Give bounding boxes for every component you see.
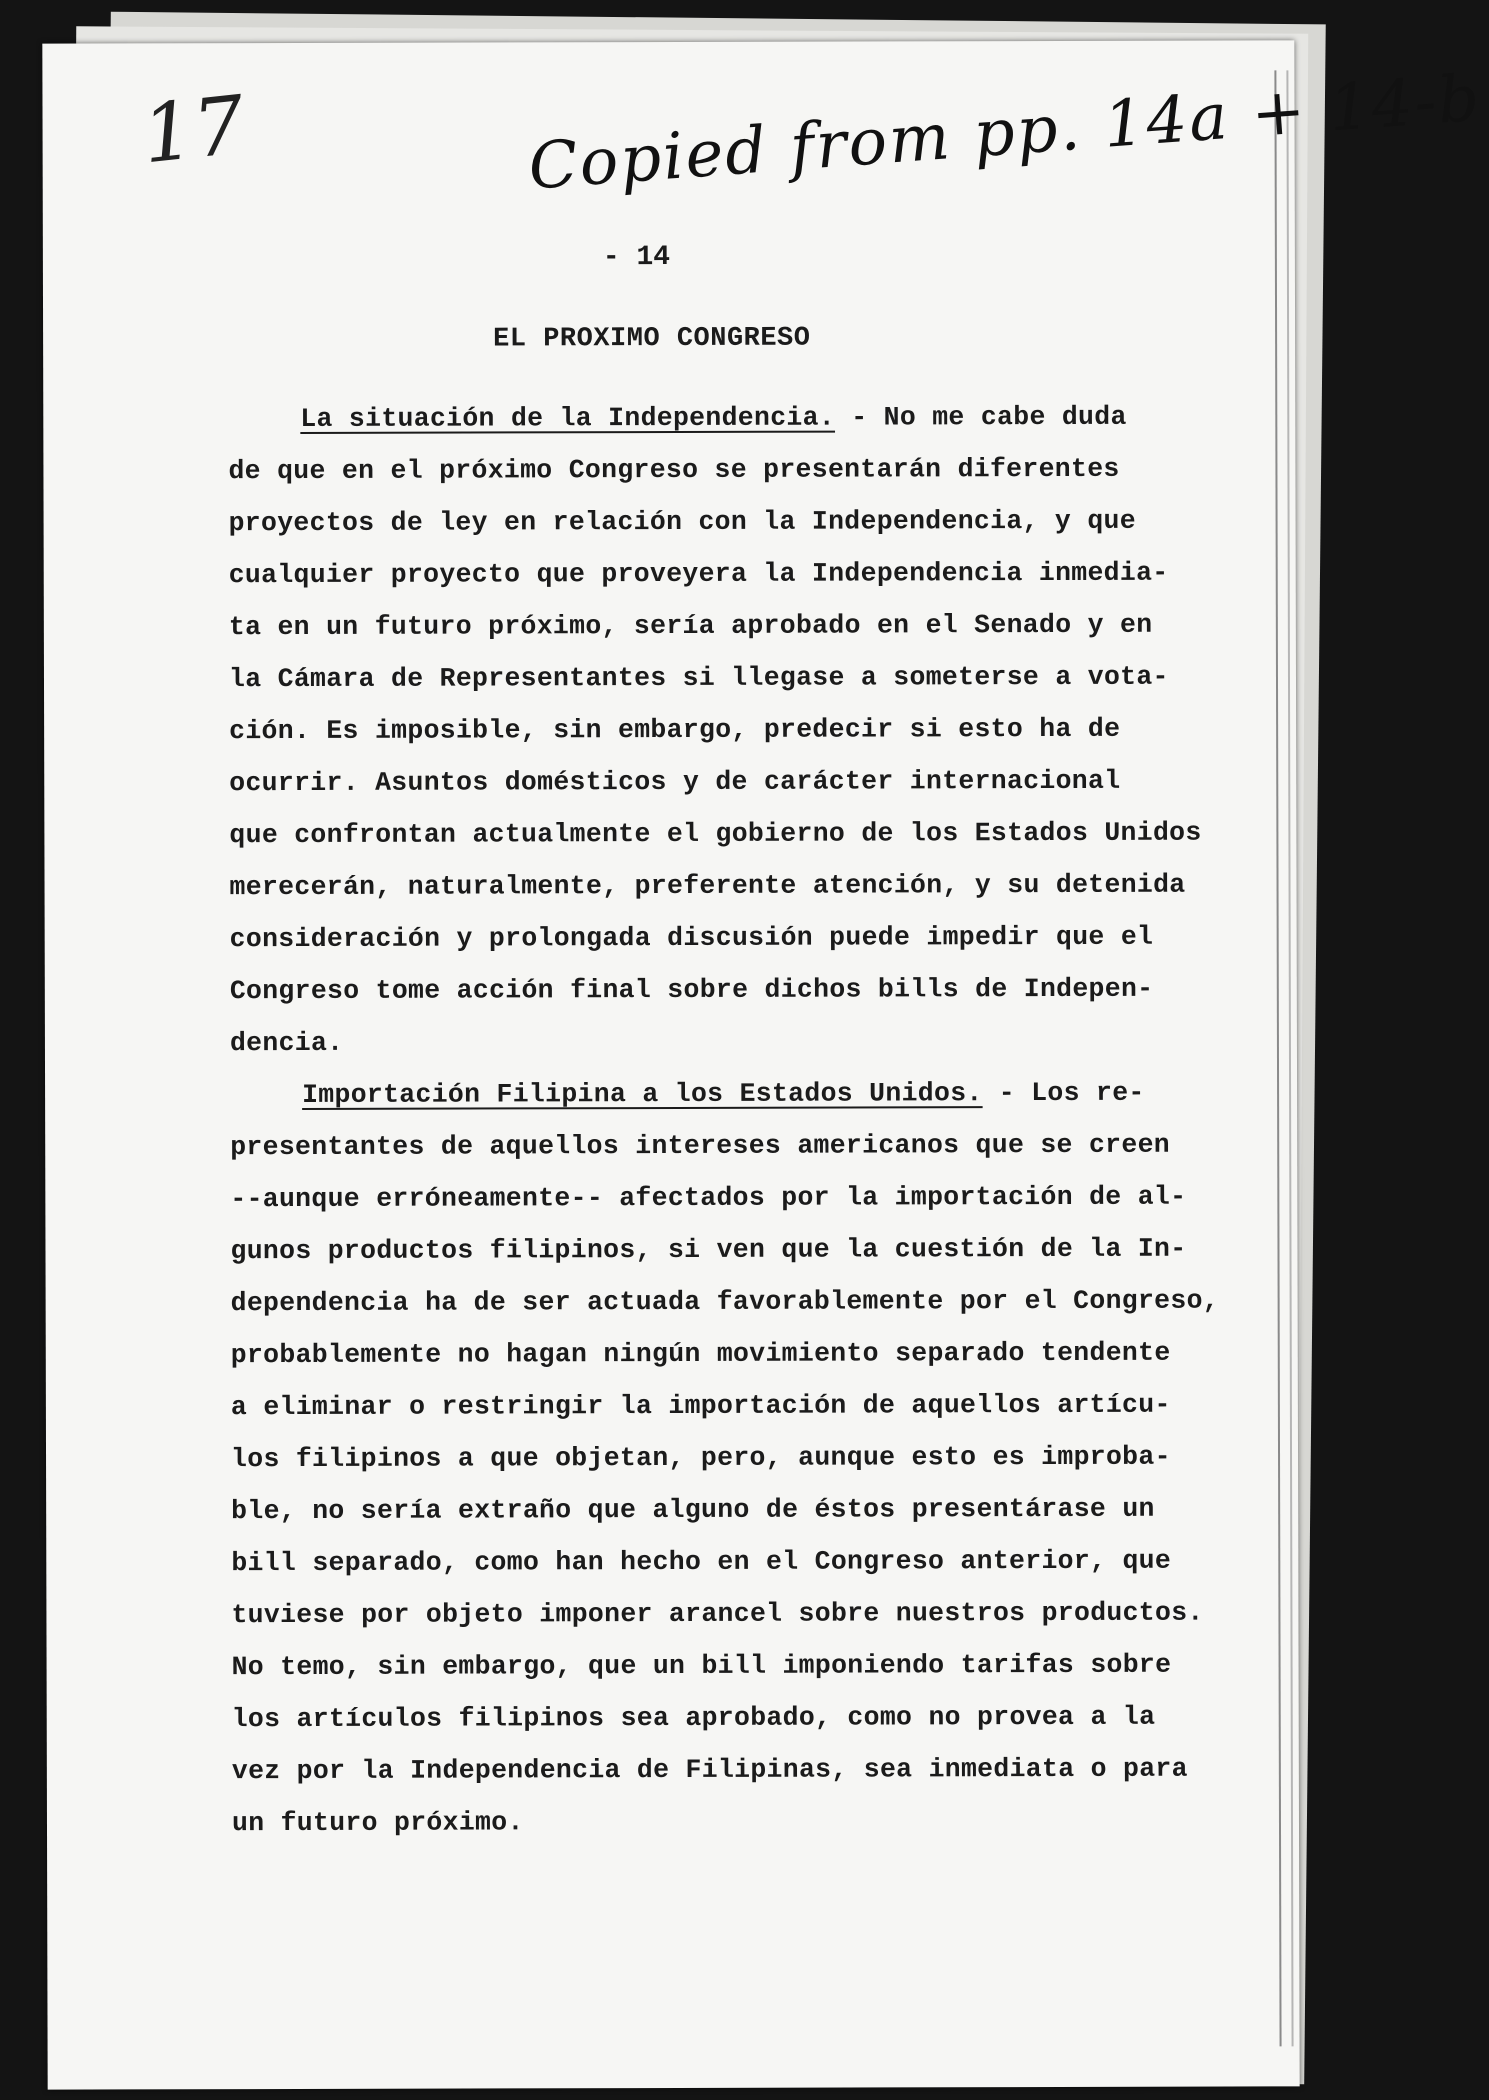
text-line: tuviese por objeto imponer arancel sobre nuestros productos. [231, 1597, 1204, 1631]
text-line: ta en un futuro próximo, sería aprobado en el Senado y en [228, 609, 1153, 643]
text-line: dependencia ha de ser actuada favorablemente por el Congreso, [230, 1285, 1220, 1319]
paragraph-2-first-line [230, 1067, 1230, 1122]
text-line: bill separado, como han hecho en el Congreso anterior, que [231, 1545, 1172, 1579]
text-line: que confrontan actualmente el gobierno de los Estados Unidos [229, 817, 1202, 851]
page-edge-line [1286, 70, 1293, 2046]
text-line: ble, no sería extraño que alguno de éstos presentárase un [231, 1493, 1155, 1527]
text-line: vez por la Independencia de Filipinas, sea inmediata o para [231, 1753, 1188, 1787]
text-line: la Cámara de Representantes si llegase a someterse a vota- [228, 661, 1169, 695]
text-line: merecerán, naturalmente, preferente atención, y su detenida [229, 869, 1186, 903]
text-line: dencia. [229, 1027, 344, 1059]
document-page [42, 40, 1484, 2089]
text-line: los filipinos a que objetan, pero, aunque esto es improba- [230, 1441, 1171, 1475]
text-line: consideración y prolongada discusión puede impedir que el [229, 921, 1154, 955]
text-line: No temo, sin embargo, que un bill imponiendo tarifas sobre [231, 1649, 1172, 1683]
text-line: un futuro próximo. [231, 1807, 524, 1839]
text-line: de que en el próximo Congreso se presentarán diferentes [228, 453, 1120, 487]
text-line: Congreso tome acción final sobre dichos bills de Indepen- [229, 973, 1154, 1007]
body-text [228, 391, 1232, 1850]
text-line: los artículos filipinos sea aprobado, como no provea a la [231, 1701, 1156, 1735]
text-line: ción. Es imposible, sin embargo, predecir si esto ha de [229, 713, 1121, 747]
page-edge-line [1274, 70, 1281, 2046]
text-line: a eliminar o restringir la importación de aquellos artícu- [230, 1389, 1171, 1423]
text-line: --aunque erróneamente-- afectados por la importación de al- [230, 1181, 1187, 1215]
paragraph-2-first-line-text: - Los re- [982, 1077, 1145, 1109]
paragraph-2-heading: Importación Filipina a los Estados Unidos. [302, 1078, 983, 1110]
text-line: probablemente no hagan ningún movimiento separado tendente [230, 1337, 1171, 1371]
document-title: EL PROXIMO CONGRESO [493, 323, 811, 355]
text-line: ocurrir. Asuntos domésticos y de carácter internacional [229, 765, 1121, 799]
paragraph-1-first-line [228, 391, 1228, 446]
handwritten-note: Copied from pp. 14a + 14-b [526, 61, 1484, 205]
text-line: gunos productos filipinos, si ven que la cuestión de la In- [230, 1233, 1187, 1267]
text-line: presentantes de aquellos intereses americanos que se creen [230, 1129, 1170, 1163]
text-line: cualquier proyecto que proveyera la Independencia inmedia- [228, 557, 1169, 591]
handwritten-mark: 17 [137, 78, 250, 182]
paragraph-1-first-line-text: - No me cabe duda [834, 401, 1127, 433]
page-number: - 14 [602, 241, 671, 274]
paragraph-1-heading: La situación de la Independencia. [300, 402, 836, 434]
text-line: proyectos de ley en relación con la Independencia, y que [228, 505, 1136, 539]
